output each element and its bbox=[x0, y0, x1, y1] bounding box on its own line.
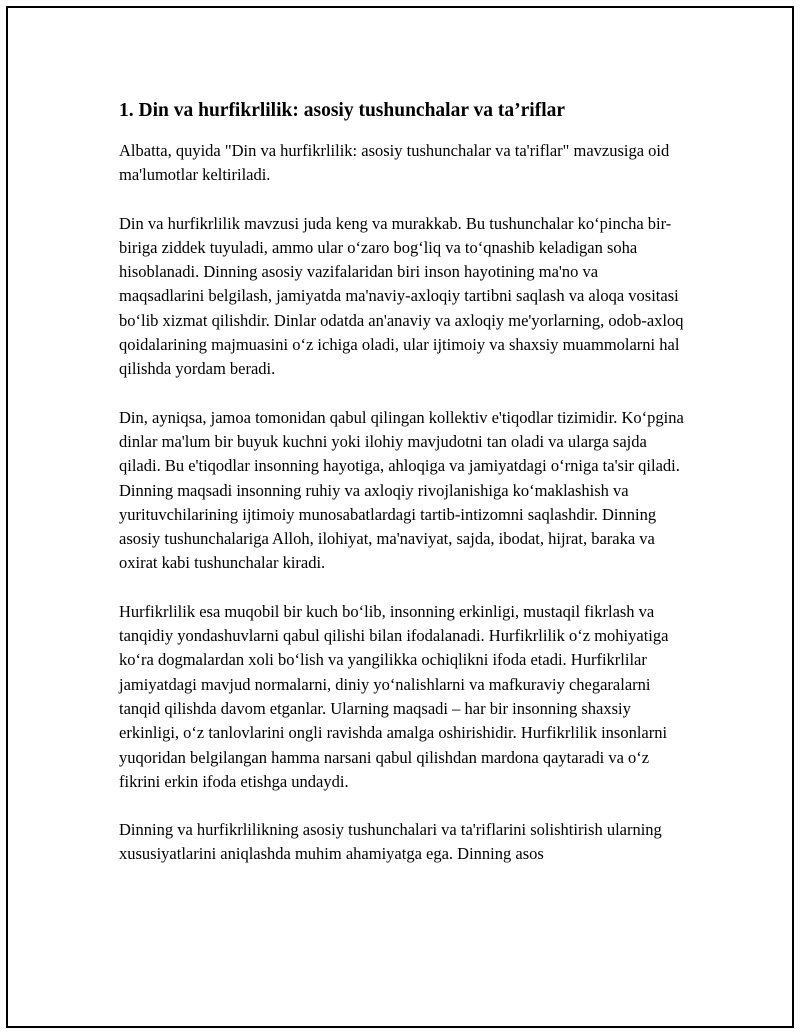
document-page bbox=[6, 6, 794, 1028]
paragraph-intro: Albatta, quyida "Din va hurfikrlilik: asosiy tushunchalar va ta'riflar" mavzusiga oid ma'lumotlar keltiriladi. bbox=[119, 141, 670, 185]
document-body bbox=[119, 98, 684, 891]
section-heading: 1. Din va hurfikrlilik: asosiy tushunchalar va ta’riflar bbox=[119, 100, 566, 121]
paragraph-freethinking: Hurfikrlilik esa muqobil bir kuch bo‘lib, insonning erkinligi, mustaqil fikrlash va tanqidiy yondashuvlarni qabul qilishi bilan ifodalanadi. Hurfikrlilik o‘z mohiyatiga ko‘ra dogmalardan xoli bo‘lish va yangilikka ochiqlikni ifoda etadi. Hurfikrlilar jamiyatdagi mavjud normalarni, diniy yo‘nalishlarni va mafkuraviy chegaralarni tanqid qilishda davom etganlar. Ularning maqsadi – har bir insonning shaxsiy erkinligi, o‘z tanlovlarini ongli ravishda amalga oshirishidir. Hurfikrlilik insonlarni yuqoridan belgilangan hamma narsani qabul qilishdan mardona qaytaradi va o‘z fikrini erkin ifoda etishga undaydi. bbox=[119, 601, 669, 791]
paragraph-overview: Din va hurfikrlilik mavzusi juda keng va murakkab. Bu tushunchalar ko‘pincha bir-biriga ziddek tuyuladi, ammo ular o‘zaro bog‘liq va to‘qnashib keladigan soha hisoblanadi. Dinning asosiy vazifalaridan biri inson hayotining ma'no va maqsadlarini belgilash, jamiyatda ma'naviy-axloqiy tartibni saqlash va aloqa vositasi bo‘lib xizmat qilishdir. Dinlar odatda an'anaviy va axloqiy me'yorlarning, odob-axloq qoidalarining majmuasini o‘z ichiga oladi, ular ijtimoiy va shaxsiy muammolarni hal qilishda yordam beradi. bbox=[119, 213, 684, 379]
paragraph-religion: Din, ayniqsa, jamoa tomonidan qabul qilingan kollektiv e'tiqodlar tizimidir. Ko‘pgina dinlar ma'lum bir buyuk kuchni yoki ilohiy mavjudotni tan oladi va ularga sajda qiladi. Bu e'tiqodlar insonning hayotiga, ahloqiga va jamiyatdagi o‘rniga ta'sir qiladi. Dinning maqsadi insonning ruhiy va axloqiy rivojlanishiga ko‘maklashish va yurituvchilarining ijtimoiy munosabatlardagi tartib-intizomni saqlashdir. Dinning asosiy tushunchalariga Alloh, ilohiyat, ma'naviyat, sajda, ibodat, hijrat, baraka va oxirat kabi tushunchalar kiradi. bbox=[119, 407, 684, 573]
paragraph-comparison: Dinning va hurfikrlilikning asosiy tushunchalari va ta'riflarini solishtirish ularning xususiyatlarini aniqlashda muhim ahamiyatga ega. Dinning asos bbox=[119, 820, 662, 864]
